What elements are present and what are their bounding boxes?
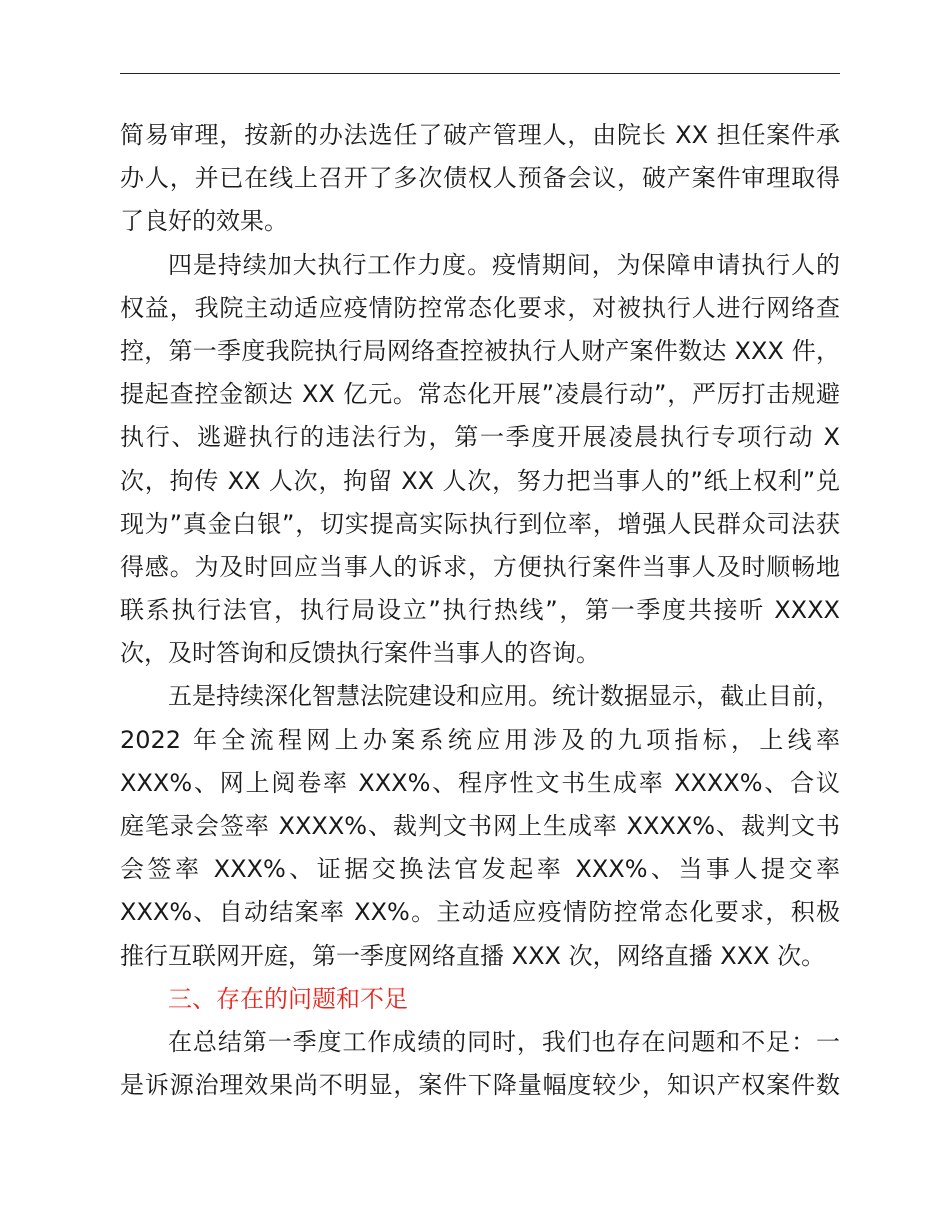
text-line: XXX%、自动结案率 XX%。主动适应疫情防控常态化要求，积极: [120, 898, 840, 927]
text-line: 办人，并已在线上召开了多次债权人预备会议，破产案件审理取得: [120, 164, 840, 193]
text-line: 会签率 XXX%、证据交换法官发起率 XXX%、当事人提交率: [120, 855, 840, 884]
text-line: 控，第一季度我院执行局网络查控被执行人财产案件数达 XXX 件，: [120, 336, 840, 365]
text-line: 2022 年全流程网上办案系统应用涉及的九项指标，上线率: [120, 725, 840, 754]
text-line: 次，及时答询和反馈执行案件当事人的咨询。: [120, 639, 600, 668]
paragraph-start-line: 在总结第一季度工作成绩的同时，我们也存在问题和不足：一: [168, 1027, 840, 1056]
text-line: 执行、逃避执行的违法行为，第一季度开展凌晨执行专项行动 X: [120, 423, 840, 452]
text-line: 是诉源治理效果尚不明显，案件下降量幅度较少，知识产权案件数: [120, 1071, 840, 1100]
paragraph-start-line: 四是持续加大执行工作力度。疫情期间，为保障申请执行人的: [168, 250, 840, 279]
section-heading: 三、存在的问题和不足: [168, 984, 408, 1013]
header-rule: [120, 73, 840, 74]
paragraph-start-line: 五是持续深化智慧法院建设和应用。统计数据显示，截止目前，: [168, 682, 840, 711]
text-line: XXX%、网上阅卷率 XXX%、程序性文书生成率 XXXX%、合议: [120, 768, 840, 797]
text-line: 得感。为及时回应当事人的诉求，方便执行案件当事人及时顺畅地: [120, 552, 840, 581]
text-line: 了良好的效果。: [120, 207, 288, 236]
text-line: 简易审理，按新的办法选任了破产管理人，由院长 XX 担任案件承: [120, 121, 840, 149]
text-line: 庭笔录会签率 XXXX%、裁判文书网上生成率 XXXX%、裁判文书: [120, 812, 840, 840]
text-line: 联系执行法官，执行局设立”执行热线”，第一季度共接听 XXXX: [120, 596, 840, 625]
text-line: 次，拘传 XX 人次，拘留 XX 人次，努力把当事人的”纸上权利”兑: [120, 466, 840, 495]
text-line: 推行互联网开庭，第一季度网络直播 XXX 次，网络直播 XXX 次。: [120, 941, 826, 970]
document-body: [120, 114, 840, 1107]
text-line: 提起查控金额达 XX 亿元。常态化开展”凌晨行动”，严厉打击规避: [120, 380, 840, 409]
text-line: 现为”真金白银”，切实提高实际执行到位率，增强人民群众司法获: [120, 509, 840, 538]
text-line: 权益，我院主动适应疫情防控常态化要求，对被执行人进行网络查: [120, 293, 840, 322]
